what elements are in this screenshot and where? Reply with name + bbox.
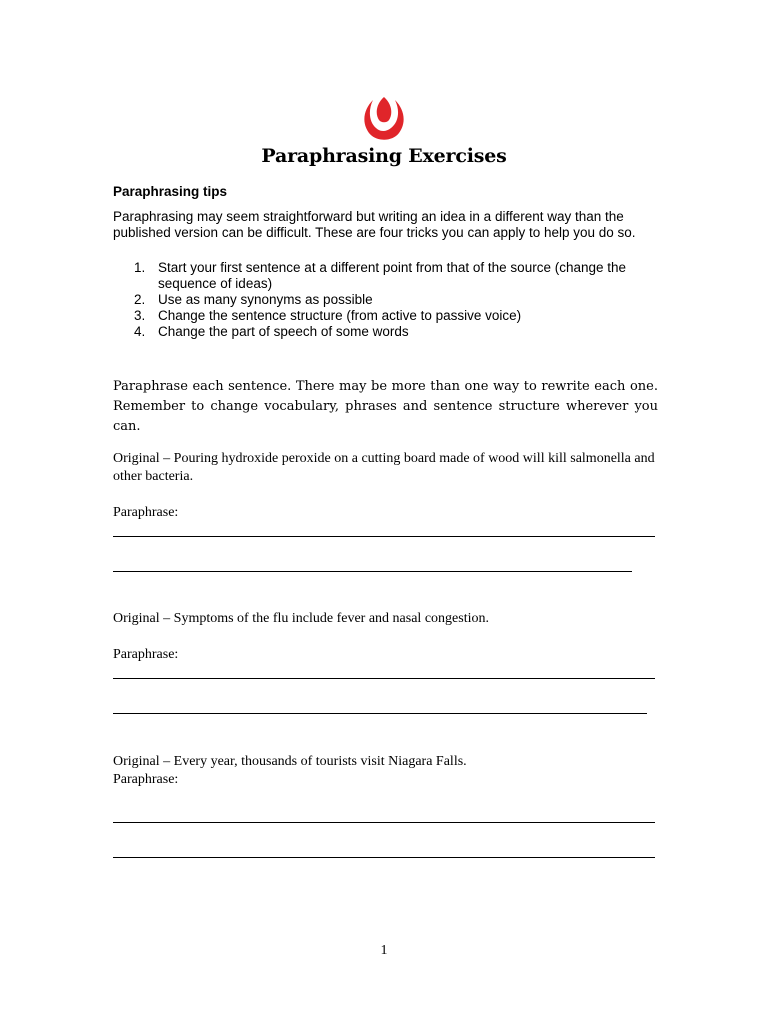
exercise-1-original: Original – Pouring hydroxide peroxide on a cutting board made of wood will kill salmonella and other bacteria. — [113, 451, 655, 484]
list-item-text: Start your first sentence at a different point from that of the source (change the sequence of ideas) — [158, 260, 627, 291]
exercise-3-paraphrase-label: Paraphrase: — [113, 772, 179, 787]
exercise-1-answer-line-1[interactable] — [113, 536, 655, 537]
exercise-3-answer-line-2[interactable] — [113, 857, 655, 858]
list-item-number: 1. — [134, 260, 146, 275]
flame-logo-icon — [359, 94, 409, 144]
list-item — [113, 324, 658, 340]
list-item-text: Change the sentence structure (from active to passive voice) — [158, 308, 522, 323]
instructions-paragraph: Paraphrase each sentence. There may be more than one way to rewrite each one. Remember to change vocabulary, phrases and sentence structure wherever you can. — [113, 379, 658, 434]
exercise-3-answer-line-1[interactable] — [113, 822, 655, 823]
exercise-2-paraphrase-label: Paraphrase: — [113, 647, 179, 662]
list-item-number: 3. — [134, 308, 146, 323]
tips-heading: Paraphrasing tips — [113, 184, 228, 199]
list-item — [113, 308, 658, 324]
list-item-number: 4. — [134, 324, 146, 339]
list-item — [113, 260, 658, 292]
list-item — [113, 292, 658, 308]
exercise-1-answer-line-2[interactable] — [113, 571, 632, 572]
list-item-text: Use as many synonyms as possible — [158, 292, 373, 307]
list-item-text: Change the part of speech of some words — [158, 324, 409, 339]
exercise-1-paraphrase-label: Paraphrase: — [113, 505, 179, 520]
exercise-3-original: Original – Every year, thousands of tourists visit Niagara Falls. — [113, 754, 467, 769]
list-item-number: 2. — [134, 292, 146, 307]
page-title: Paraphrasing Exercises — [261, 145, 507, 167]
page-number: 1 — [380, 943, 388, 958]
exercise-2-answer-line-1[interactable] — [113, 678, 655, 679]
exercise-2-answer-line-2[interactable] — [113, 713, 647, 714]
exercise-2-original: Original – Symptoms of the flu include fever and nasal congestion. — [113, 611, 489, 626]
tips-list — [113, 260, 658, 340]
intro-paragraph: Paraphrasing may seem straightforward but writing an idea in a different way than the published version can be difficult. These are four tricks you can apply to help you do so. — [113, 209, 636, 240]
